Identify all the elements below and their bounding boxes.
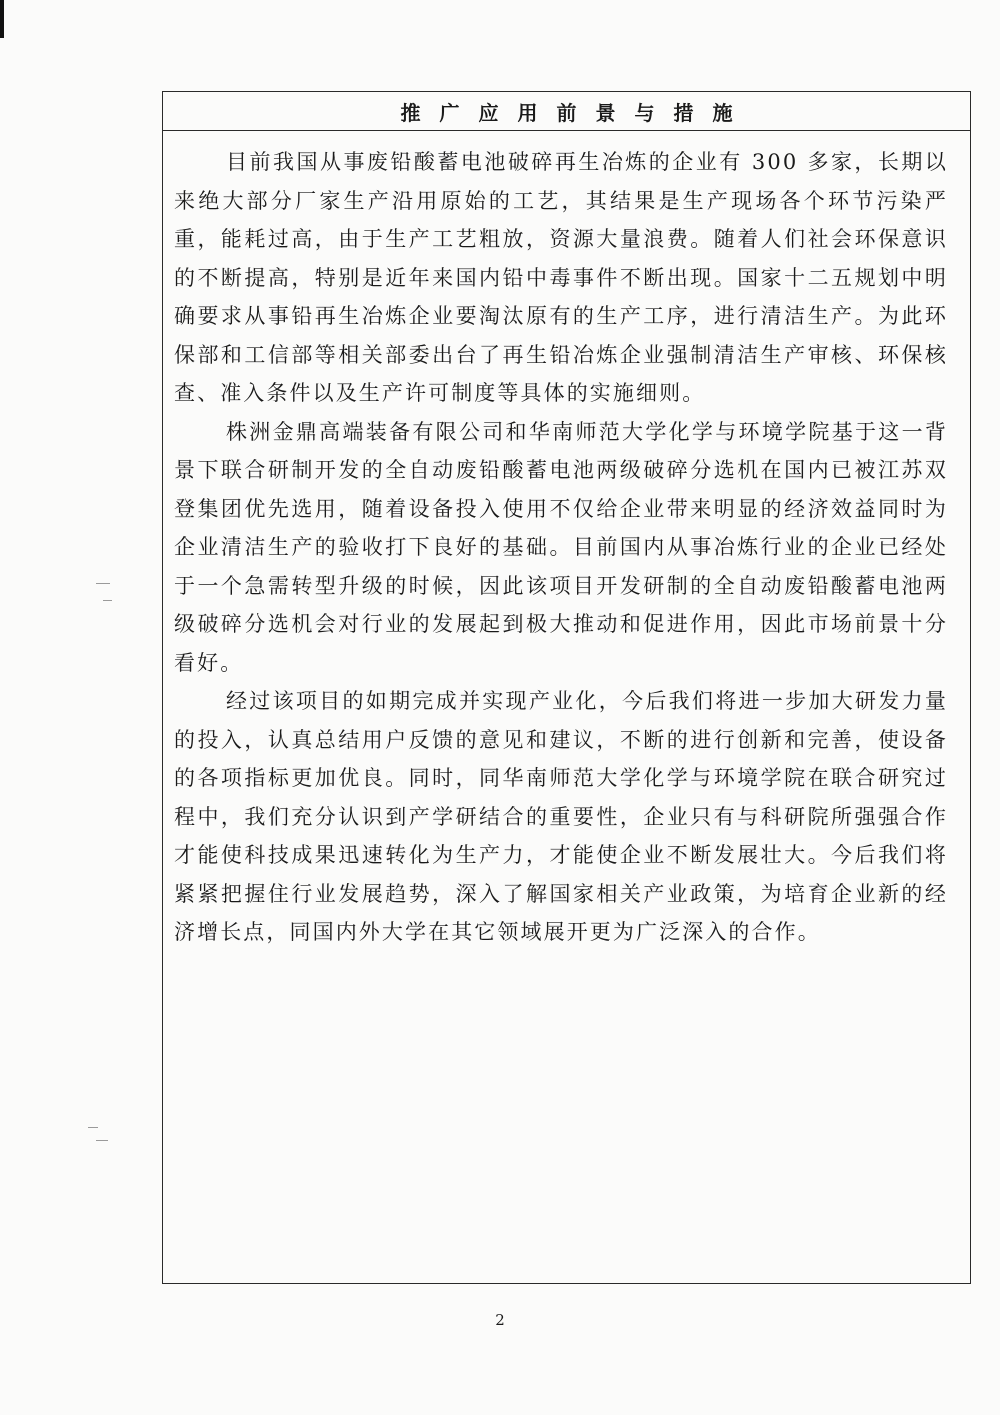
form-section-box xyxy=(162,91,971,1284)
section-title: 推广应用前景与措施 xyxy=(163,92,970,131)
paragraph-future-measures: 经过该项目的如期完成并实现产业化，今后我们将进一步加大研发力量的投入，认真总结用户反馈的意见和建议，不断的进行创新和完善，使设备的各项指标更加优良。同时，同华南师范大学化学与环境学院在联合研究过程中，我们充分认识到产学研结合的重要性，企业只有与科研院所强强合作才能使科技成果迅速转化为生产力，才能使企业不断发展壮大。今后我们将紧紧把握住行业发展趋势，深入了解国家相关产业政策，为培育企业新的经济增长点，同国内外大学在其它领域展开更为广泛深入的合作。 xyxy=(174,689,948,944)
scan-speck xyxy=(96,583,110,584)
scan-speck xyxy=(103,600,112,601)
section-content xyxy=(163,131,970,952)
page-number: 2 xyxy=(495,1311,505,1329)
paragraph-product-application: 株洲金鼎高端装备有限公司和华南师范大学化学与环境学院基于这一背景下联合研制开发的全自动废铅酸蓄电池两级破碎分选机在国内已被江苏双登集团优先选用，随着设备投入使用不仅给企业带来明显的经济效益同时为企业清洁生产的验收打下良好的基础。目前国内从事冶炼行业的企业已经处于一个急需转型升级的时候，因此该项目开发研制的全自动废铅酸蓄电池两级破碎分选机会对行业的发展起到极大推动和促进作用，因此市场前景十分看好。 xyxy=(174,419,948,675)
scan-speck xyxy=(96,1140,108,1141)
scan-speck xyxy=(88,1127,98,1128)
paragraph-industry-background: 目前我国从事废铅酸蓄电池破碎再生冶炼的企业有 300 多家，长期以来绝大部分厂家生产沿用原始的工艺，其结果是生产现场各个环节污染严重，能耗过高，由于生产工艺粗放，资源大量浪费。随着人们社会环保意识的不断提高，特别是近年来国内铅中毒事件不断出现。国家十二五规划中明确要求从事铅再生冶炼企业要淘汰原有的生产工序，进行清洁生产。为此环保部和工信部等相关部委出台了再生铅冶炼企业强制清洁生产审核、环保核查、准入条件以及生产许可制度等具体的实施细则。 xyxy=(174,150,948,405)
scan-edge-mark xyxy=(0,0,4,38)
